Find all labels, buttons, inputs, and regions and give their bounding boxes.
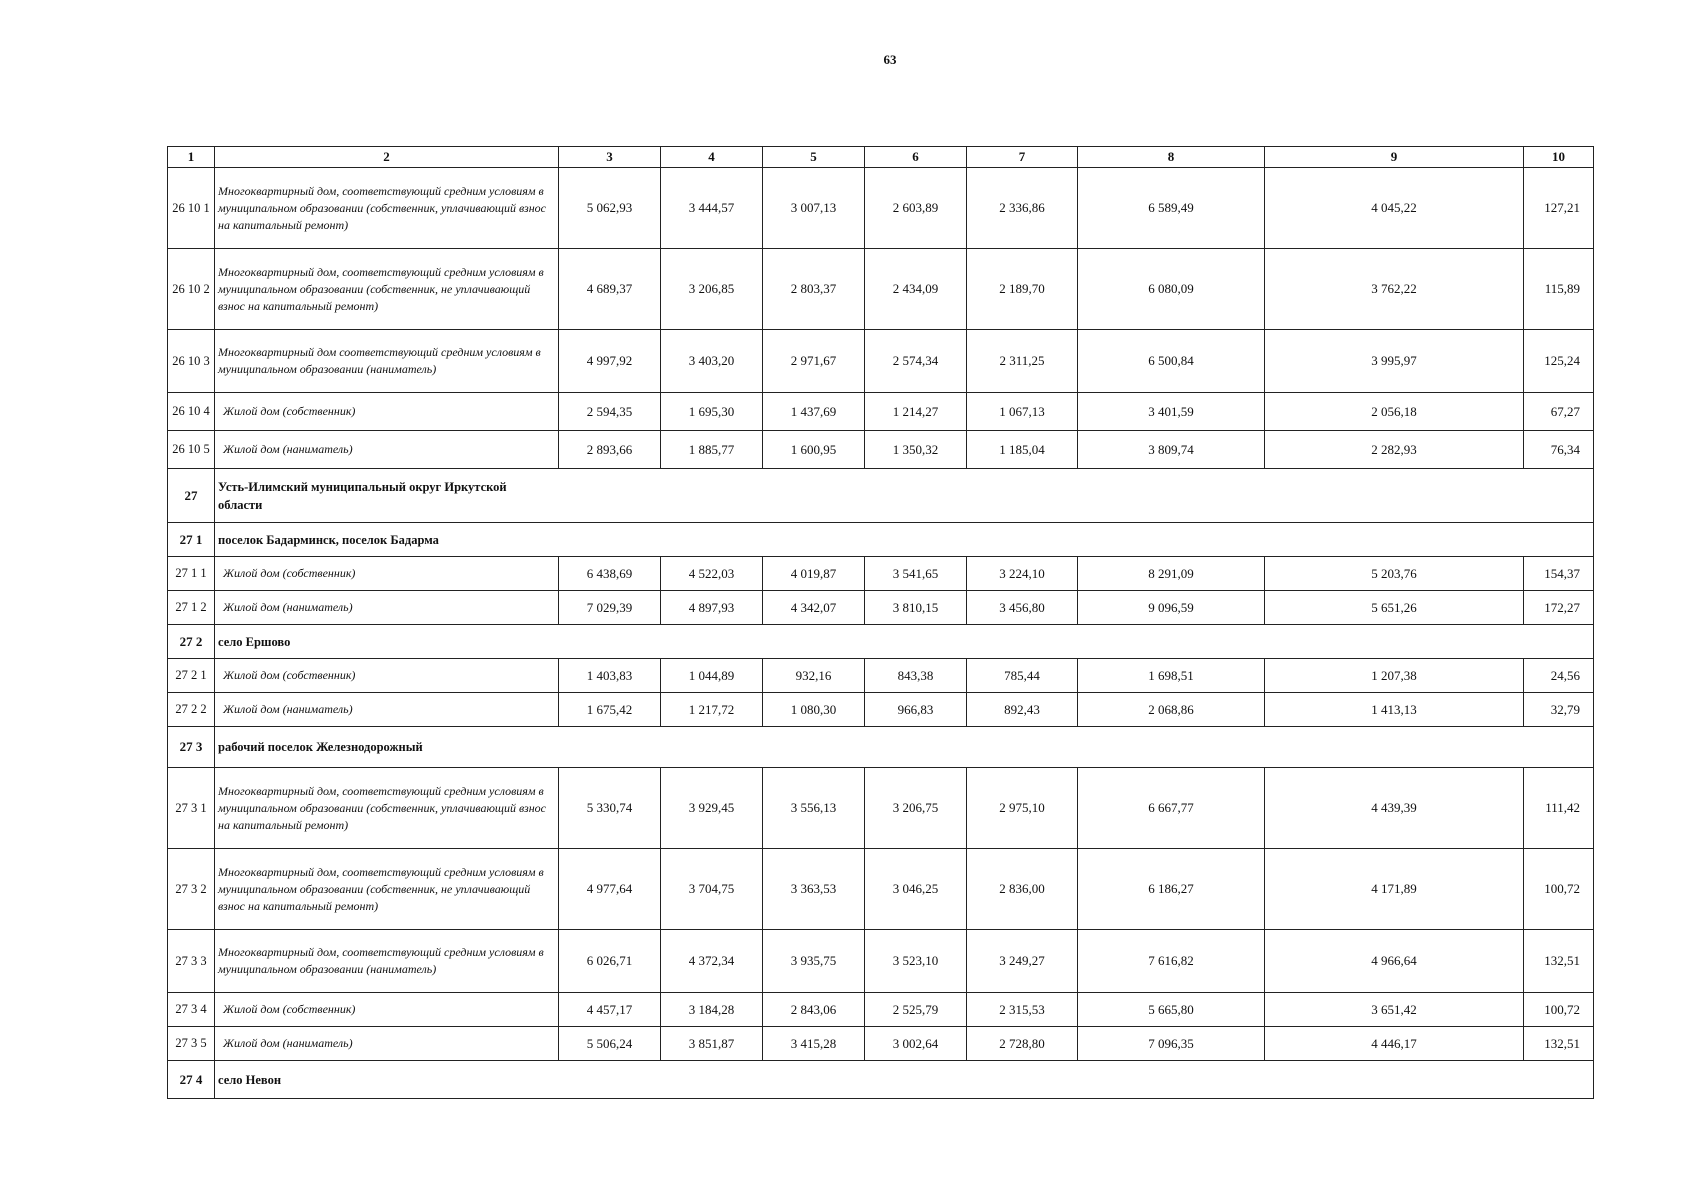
value-cell-col6: 3 523,10: [865, 930, 967, 993]
row-description: Жилой дом (наниматель): [215, 693, 559, 727]
value-cell-col8: 9 096,59: [1078, 591, 1265, 625]
value-cell-col8: 3 401,59: [1078, 393, 1265, 431]
table-row: [168, 930, 1594, 993]
value-cell-col4: 4 897,93: [661, 591, 763, 625]
section-row: [168, 727, 1594, 768]
value-cell-col9: 4 171,89: [1265, 849, 1524, 930]
row-description: Жилой дом (собственник): [215, 993, 559, 1027]
header-cell: 1: [168, 147, 215, 168]
table-row: [168, 693, 1594, 727]
value-cell-col5: 3 415,28: [763, 1027, 865, 1061]
value-cell-col6: 1 214,27: [865, 393, 967, 431]
section-row: [168, 469, 1594, 523]
value-cell-col3: 1 403,83: [559, 659, 661, 693]
row-description: Многоквартирный дом, соответствующий средним условиям в муниципальном образовании (собственник, не уплачивающий взнос на капитальный ремонт): [215, 849, 559, 930]
value-cell-col4: 4 522,03: [661, 557, 763, 591]
value-cell-col9: 5 651,26: [1265, 591, 1524, 625]
section-title: село Ершово: [215, 625, 1594, 659]
table-body: [168, 168, 1594, 1099]
row-code: 27 2: [168, 625, 215, 659]
value-cell-col7: 785,44: [967, 659, 1078, 693]
table-row: [168, 557, 1594, 591]
value-cell-col9: 2 282,93: [1265, 431, 1524, 469]
value-cell-col10: 32,79: [1524, 693, 1594, 727]
value-cell-col7: 3 249,27: [967, 930, 1078, 993]
header-cell: 5: [763, 147, 865, 168]
value-cell-col7: 2 975,10: [967, 768, 1078, 849]
table-header: [168, 147, 1594, 168]
header-cell: 6: [865, 147, 967, 168]
value-cell-col7: 3 456,80: [967, 591, 1078, 625]
value-cell-col10: 76,34: [1524, 431, 1594, 469]
value-cell-col3: 4 689,37: [559, 249, 661, 330]
value-cell-col5: 2 971,67: [763, 330, 865, 393]
section-title: поселок Бадарминск, поселок Бадарма: [215, 523, 1594, 557]
row-description: Многоквартирный дом, соответствующий средним условиям в муниципальном образовании (собственник, уплачивающий взнос на капитальный ремонт): [215, 768, 559, 849]
table-row: [168, 330, 1594, 393]
value-cell-col6: 1 350,32: [865, 431, 967, 469]
value-cell-col9: 3 762,22: [1265, 249, 1524, 330]
value-cell-col7: 3 224,10: [967, 557, 1078, 591]
value-cell-col5: 1 600,95: [763, 431, 865, 469]
value-cell-col3: 6 026,71: [559, 930, 661, 993]
row-code: 26 10 2: [168, 249, 215, 330]
value-cell-col6: 3 046,25: [865, 849, 967, 930]
value-cell-col9: 3 651,42: [1265, 993, 1524, 1027]
value-cell-col8: 7 616,82: [1078, 930, 1265, 993]
value-cell-col6: 3 541,65: [865, 557, 967, 591]
tariff-table: [167, 146, 1594, 1099]
value-cell-col3: 5 330,74: [559, 768, 661, 849]
row-description: Жилой дом (наниматель): [215, 1027, 559, 1061]
row-code: 27 3: [168, 727, 215, 768]
value-cell-col6: 966,83: [865, 693, 967, 727]
value-cell-col7: 2 311,25: [967, 330, 1078, 393]
value-cell-col9: 4 446,17: [1265, 1027, 1524, 1061]
value-cell-col5: 1 437,69: [763, 393, 865, 431]
value-cell-col3: 1 675,42: [559, 693, 661, 727]
value-cell-col10: 132,51: [1524, 1027, 1594, 1061]
value-cell-col10: 111,42: [1524, 768, 1594, 849]
row-description: Жилой дом (наниматель): [215, 591, 559, 625]
row-code: 27 3 5: [168, 1027, 215, 1061]
value-cell-col3: 7 029,39: [559, 591, 661, 625]
row-description: Многоквартирный дом, соответствующий средним условиям в муниципальном образовании (наниматель): [215, 930, 559, 993]
row-code: 26 10 1: [168, 168, 215, 249]
value-cell-col10: 125,24: [1524, 330, 1594, 393]
value-cell-col10: 24,56: [1524, 659, 1594, 693]
header-cell: 7: [967, 147, 1078, 168]
header-cell: 2: [215, 147, 559, 168]
value-cell-col10: 115,89: [1524, 249, 1594, 330]
value-cell-col6: 3 810,15: [865, 591, 967, 625]
value-cell-col9: 5 203,76: [1265, 557, 1524, 591]
table-row: [168, 591, 1594, 625]
value-cell-col10: 127,21: [1524, 168, 1594, 249]
row-code: 27 2 2: [168, 693, 215, 727]
section-title: Усть-Илимский муниципальный округ Иркутской области: [215, 469, 1594, 523]
row-code: 27 3 3: [168, 930, 215, 993]
row-description: Многоквартирный дом, соответствующий средним условиям в муниципальном образовании (собственник, не уплачивающий взнос на капитальный ремонт): [215, 249, 559, 330]
value-cell-col5: 3 935,75: [763, 930, 865, 993]
value-cell-col8: 6 667,77: [1078, 768, 1265, 849]
value-cell-col10: 132,51: [1524, 930, 1594, 993]
value-cell-col10: 154,37: [1524, 557, 1594, 591]
row-code: 27 2 1: [168, 659, 215, 693]
value-cell-col6: 2 525,79: [865, 993, 967, 1027]
row-description: Жилой дом (собственник): [215, 557, 559, 591]
value-cell-col7: 2 315,53: [967, 993, 1078, 1027]
value-cell-col7: 2 728,80: [967, 1027, 1078, 1061]
header-cell: 10: [1524, 147, 1594, 168]
value-cell-col6: 2 434,09: [865, 249, 967, 330]
value-cell-col3: 4 457,17: [559, 993, 661, 1027]
value-cell-col5: 3 556,13: [763, 768, 865, 849]
table-row: [168, 768, 1594, 849]
value-cell-col6: 2 574,34: [865, 330, 967, 393]
value-cell-col8: 2 068,86: [1078, 693, 1265, 727]
value-cell-col5: 2 843,06: [763, 993, 865, 1027]
value-cell-col4: 3 184,28: [661, 993, 763, 1027]
value-cell-col7: 1 185,04: [967, 431, 1078, 469]
header-cell: 4: [661, 147, 763, 168]
value-cell-col3: 5 506,24: [559, 1027, 661, 1061]
value-cell-col10: 172,27: [1524, 591, 1594, 625]
value-cell-col3: 2 594,35: [559, 393, 661, 431]
value-cell-col9: 4 439,39: [1265, 768, 1524, 849]
value-cell-col8: 7 096,35: [1078, 1027, 1265, 1061]
value-cell-col3: 5 062,93: [559, 168, 661, 249]
row-code: 27 1 1: [168, 557, 215, 591]
value-cell-col4: 3 206,85: [661, 249, 763, 330]
value-cell-col7: 2 189,70: [967, 249, 1078, 330]
value-cell-col3: 2 893,66: [559, 431, 661, 469]
value-cell-col6: 3 206,75: [865, 768, 967, 849]
value-cell-col4: 1 695,30: [661, 393, 763, 431]
value-cell-col9: 4 045,22: [1265, 168, 1524, 249]
section-row: [168, 523, 1594, 557]
section-title: село Невон: [215, 1061, 1594, 1099]
row-code: 26 10 5: [168, 431, 215, 469]
row-code: 27 3 2: [168, 849, 215, 930]
value-cell-col9: 3 995,97: [1265, 330, 1524, 393]
value-cell-col6: 2 603,89: [865, 168, 967, 249]
header-row: [168, 147, 1594, 168]
value-cell-col8: 6 186,27: [1078, 849, 1265, 930]
section-row: [168, 1061, 1594, 1099]
value-cell-col8: 6 500,84: [1078, 330, 1265, 393]
value-cell-col4: 1 217,72: [661, 693, 763, 727]
value-cell-col7: 2 836,00: [967, 849, 1078, 930]
value-cell-col5: 2 803,37: [763, 249, 865, 330]
row-code: 27 1 2: [168, 591, 215, 625]
header-cell: 8: [1078, 147, 1265, 168]
value-cell-col4: 3 851,87: [661, 1027, 763, 1061]
table-row: [168, 993, 1594, 1027]
value-cell-col8: 3 809,74: [1078, 431, 1265, 469]
value-cell-col4: 3 444,57: [661, 168, 763, 249]
value-cell-col4: 3 929,45: [661, 768, 763, 849]
table-row: [168, 659, 1594, 693]
value-cell-col8: 6 080,09: [1078, 249, 1265, 330]
value-cell-col5: 3 007,13: [763, 168, 865, 249]
row-description: Жилой дом (наниматель): [215, 431, 559, 469]
value-cell-col5: 4 019,87: [763, 557, 865, 591]
value-cell-col9: 2 056,18: [1265, 393, 1524, 431]
row-description: Многоквартирный дом соответствующий средним условиям в муниципальном образовании (наниматель): [215, 330, 559, 393]
value-cell-col4: 1 885,77: [661, 431, 763, 469]
row-code: 26 10 4: [168, 393, 215, 431]
value-cell-col4: 4 372,34: [661, 930, 763, 993]
value-cell-col5: 4 342,07: [763, 591, 865, 625]
value-cell-col7: 892,43: [967, 693, 1078, 727]
table-row: [168, 1027, 1594, 1061]
row-code: 27 3 1: [168, 768, 215, 849]
section-row: [168, 625, 1594, 659]
header-cell: 3: [559, 147, 661, 168]
table-row: [168, 393, 1594, 431]
value-cell-col4: 3 704,75: [661, 849, 763, 930]
row-code: 27 4: [168, 1061, 215, 1099]
value-cell-col7: 2 336,86: [967, 168, 1078, 249]
value-cell-col8: 6 589,49: [1078, 168, 1265, 249]
value-cell-col10: 100,72: [1524, 849, 1594, 930]
value-cell-col5: 932,16: [763, 659, 865, 693]
value-cell-col8: 1 698,51: [1078, 659, 1265, 693]
value-cell-col8: 5 665,80: [1078, 993, 1265, 1027]
row-code: 27: [168, 469, 215, 523]
value-cell-col6: 3 002,64: [865, 1027, 967, 1061]
value-cell-col10: 67,27: [1524, 393, 1594, 431]
row-description: Жилой дом (собственник): [215, 393, 559, 431]
value-cell-col9: 1 207,38: [1265, 659, 1524, 693]
value-cell-col5: 1 080,30: [763, 693, 865, 727]
table-row: [168, 431, 1594, 469]
section-title: рабочий поселок Железнодорожный: [215, 727, 1594, 768]
table-row: [168, 168, 1594, 249]
value-cell-col4: 3 403,20: [661, 330, 763, 393]
value-cell-col9: 1 413,13: [1265, 693, 1524, 727]
value-cell-col4: 1 044,89: [661, 659, 763, 693]
row-description: Многоквартирный дом, соответствующий средним условиям в муниципальном образовании (собственник, уплачивающий взнос на капитальный ремонт): [215, 168, 559, 249]
row-code: 26 10 3: [168, 330, 215, 393]
value-cell-col3: 4 997,92: [559, 330, 661, 393]
page-number: 63: [883, 52, 897, 67]
value-cell-col3: 4 977,64: [559, 849, 661, 930]
value-cell-col3: 6 438,69: [559, 557, 661, 591]
row-code: 27 1: [168, 523, 215, 557]
value-cell-col6: 843,38: [865, 659, 967, 693]
table-row: [168, 849, 1594, 930]
value-cell-col9: 4 966,64: [1265, 930, 1524, 993]
value-cell-col5: 3 363,53: [763, 849, 865, 930]
header-cell: 9: [1265, 147, 1524, 168]
table-row: [168, 249, 1594, 330]
value-cell-col7: 1 067,13: [967, 393, 1078, 431]
row-description: Жилой дом (собственник): [215, 659, 559, 693]
row-code: 27 3 4: [168, 993, 215, 1027]
value-cell-col10: 100,72: [1524, 993, 1594, 1027]
value-cell-col8: 8 291,09: [1078, 557, 1265, 591]
